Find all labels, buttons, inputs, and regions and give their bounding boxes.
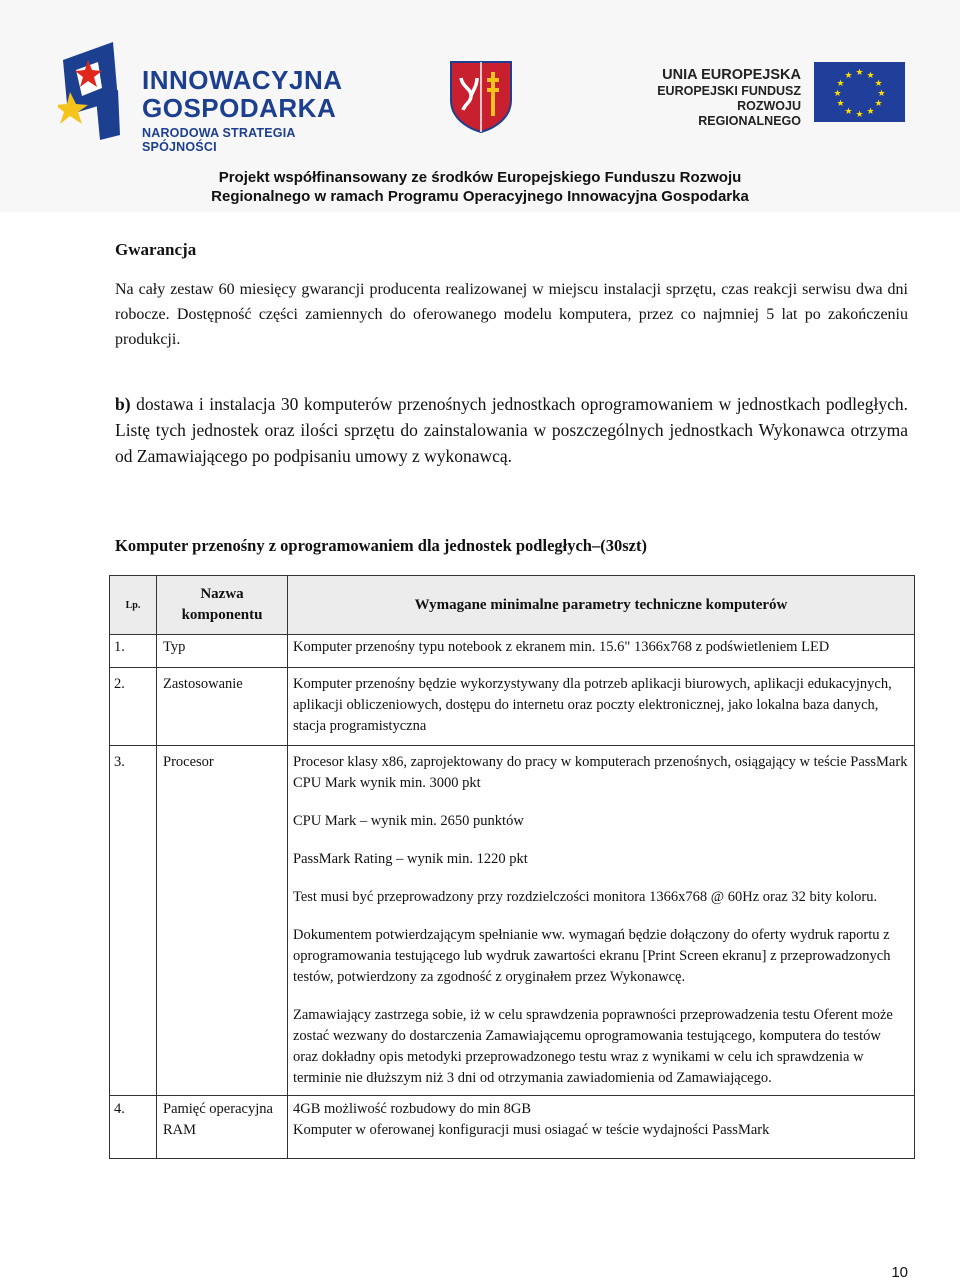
header-name-label: Nazwa komponentu (181, 586, 263, 623)
svg-text:★: ★ (877, 89, 886, 99)
row-req-text: CPU Mark – wynik min. 2650 punktów (293, 813, 524, 829)
svg-text:★: ★ (855, 110, 864, 120)
svg-text:★: ★ (874, 99, 883, 109)
warranty-heading: Gwarancja (115, 240, 197, 259)
row-req-text: Komputer w oferowanej konfiguracji musi osiagać w teście wydajności PassMark (293, 1122, 770, 1138)
row-name-cell (157, 1096, 288, 1159)
row-lp: 1. (114, 639, 125, 655)
row-name: Procesor (163, 754, 214, 770)
eu-line-2: EUROPEJSKI FUNDUSZ (657, 84, 801, 98)
row-lp: 3. (114, 754, 125, 770)
row-req-text: Zamawiający zastrzega sobie, iż w celu sprawdzenia poprawności przeprowadzenia testu Oferent może zostać wezwany do dostarczenia Zamawiającemu oprogramowania testującego, komputera do testów oraz dokładny opis metodyki przeprowadzonego testu wraz z wynikami w celu ich sprawdzenia w terminie nie dłuższym niż 3 dni od otrzymania zawiadomienia od Zamawiającego. (293, 1007, 893, 1086)
header-requirements (288, 576, 915, 635)
eu-logo (640, 62, 905, 128)
row-name: Pamięć operacyjna RAM (163, 1101, 273, 1138)
row-name-cell (157, 746, 288, 1096)
header-requirements-label: Wymagane minimalne parametry techniczne komputerów (414, 596, 788, 613)
project-caption-line-2: Regionalnego w ramach Programu Operacyjnego Innowacyjna Gospodarka (211, 188, 749, 205)
eu-line-1: UNIA EUROPEJSKA (662, 67, 801, 83)
svg-text:★: ★ (844, 107, 853, 117)
table-title: Komputer przenośny z oprogramowaniem dla jednostek podległych–(30szt) (115, 536, 647, 555)
svg-text:★: ★ (844, 71, 853, 81)
innowacyjna-gospodarka-emblem-icon (58, 40, 138, 145)
row-req-cell (288, 668, 915, 746)
svg-text:★: ★ (874, 79, 883, 89)
row-lp-cell (110, 746, 157, 1096)
innowacyjna-gospodarka-wordmark (142, 66, 368, 154)
svg-text:★: ★ (866, 107, 875, 117)
spec-table (109, 575, 915, 1159)
row-lp-cell (110, 635, 157, 668)
eu-line-3: ROZWOJU REGIONALNEGO (698, 99, 801, 128)
delivery-paragraph (115, 391, 908, 469)
page-number: 10 (891, 1264, 908, 1281)
project-caption-line-1: Projekt współfinansowany ze środków Europejskiego Funduszu Rozwoju (218, 169, 742, 186)
eu-wordmark (640, 67, 801, 129)
project-caption (0, 168, 960, 206)
table-row (110, 668, 915, 746)
delivery-text: dostawa i instalacja 30 komputerów przenośnych jednostkach oprogramowaniem w jednostkach podległych. Listę tych jednostek oraz ilości sprzętu do zainstalowania w poszczególnych jednostkach Wykonawca otrzyma od Zamawiającego po podpisaniu umowy z wykonawcą. (115, 394, 908, 466)
coat-of-arms-icon (449, 60, 513, 134)
page-header (0, 0, 960, 212)
row-name-cell (157, 635, 288, 668)
svg-text:★: ★ (866, 71, 875, 81)
row-lp-cell (110, 1096, 157, 1159)
row-lp: 4. (114, 1101, 125, 1117)
row-req-text: Procesor klasy x86, zaprojektowany do pracy w komputerach przenośnych, osiągający w teście PassMark CPU Mark wynik min. 3000 pkt (293, 754, 908, 791)
row-req-text: PassMark Rating – wynik min. 1220 pkt (293, 851, 528, 867)
logo-line-1: INNOWACYJNA (142, 65, 343, 95)
row-req-text: Test musi być przeprowadzony przy rozdzielczości monitora 1366x768 @ 60Hz oraz 32 bity koloru. (293, 889, 878, 905)
row-req-text: 4GB możliwość rozbudowy do min 8GB (293, 1101, 532, 1117)
innowacyjna-gospodarka-logo (58, 40, 368, 154)
row-req-cell (288, 635, 915, 668)
svg-text:★: ★ (833, 89, 842, 99)
delivery-label: b) (115, 394, 131, 414)
row-req-text: Komputer przenośny będzie wykorzystywany dla potrzeb aplikacji biurowych, aplikacji edukacyjnych, aplikacji obliczeniowych, dostępu do internetu oraz poczty elektronicznej, jako lokalna baza danych, stacja programistyczna (293, 676, 892, 734)
row-name: Typ (163, 639, 186, 655)
warranty-paragraph: Na cały zestaw 60 miesięcy gwarancji producenta realizowanej w miejscu instalacji sprzętu, czas reakcji serwisu dwa dni robocze. Dostępność części zamiennych do oferowanego modelu komputera, przez co najmniej 5 lat po zakończeniu produkcji. (115, 281, 908, 348)
svg-text:★: ★ (836, 99, 845, 109)
logo-subtitle: NARODOWA STRATEGIA SPÓJNOŚCI (142, 126, 296, 154)
svg-text:★: ★ (836, 79, 845, 89)
row-req-cell (288, 746, 915, 1096)
table-header-row (110, 576, 915, 635)
row-lp-cell (110, 668, 157, 746)
row-name: Zastosowanie (163, 676, 243, 692)
logo-line-2: GOSPODARKA (142, 93, 337, 123)
row-lp: 2. (114, 676, 125, 692)
row-req-text: Komputer przenośny typu notebook z ekranem min. 15.6" 1366x768 z podświetleniem LED (293, 639, 830, 655)
svg-text:★: ★ (855, 68, 864, 78)
table-row (110, 746, 915, 1096)
row-req-text: Dokumentem potwierdzającym spełnianie ww. wymagań będzie dołączony do oferty wydruk raportu z oprogramowania testującego lub wydruk zawartości ekranu [Print Screen ekranu] z przeprowadzonych testów, potwierdzony za zgodność z oryginałem przez Wykonawcę. (293, 927, 891, 985)
header-lp-label: Lp. (125, 600, 141, 611)
eu-flag-icon (814, 62, 905, 122)
table-row (110, 635, 915, 668)
table-row (110, 1096, 915, 1159)
row-name-cell (157, 668, 288, 746)
header-name (157, 576, 288, 635)
row-req-cell (288, 1096, 915, 1159)
header-lp (110, 576, 157, 635)
coat-of-arms-logo (449, 60, 513, 134)
